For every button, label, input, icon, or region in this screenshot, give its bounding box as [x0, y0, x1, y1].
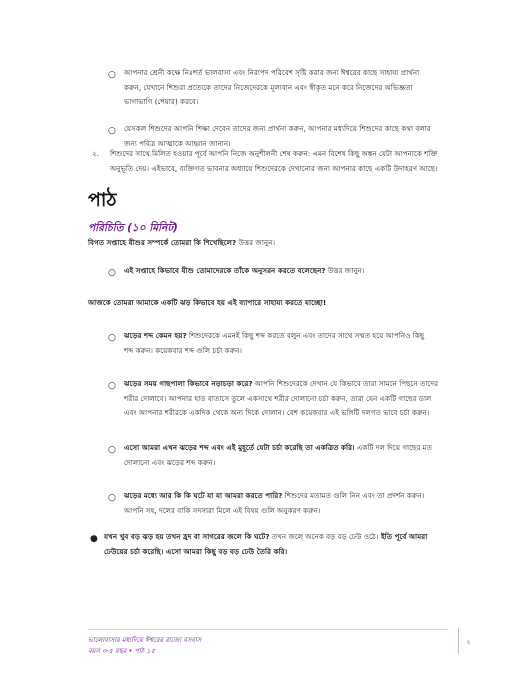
hollow-bullet-icon: ○: [108, 493, 116, 503]
hollow-bullet-icon: ○: [108, 70, 116, 80]
line: [124, 344, 469, 359]
hollow-bullet-icon: ○: [108, 126, 116, 136]
filled-bullet-icon: ●: [90, 534, 98, 544]
footer-rule: [88, 629, 448, 630]
line-rest: শিশুদেরকে এমনই কিছু শব্দ করতে বলুন এবং তাদের সাথে সম্মত হয়ে আপনিও কিছু: [186, 331, 425, 340]
intro-heading: পরিচিতি (১০ মিনিট): [88, 222, 178, 234]
line: [124, 329, 469, 344]
line: করুন, যেখানে শিশুরা প্রত্যেকে তাদের নিজেদেরকে মূল্যবান এবং স্বীকৃত মনে করে নিজেদের অভিজ্ঞতা: [124, 82, 413, 92]
footer-subtitle: বয়স ৩-৫ বছর • পাঠ ১৫: [88, 647, 155, 655]
line: [124, 504, 469, 519]
line-bold: যখন খুব বড় ঝড় হয় তখন হ্রদ বা সাগরের জলে কি ঘটে?: [104, 532, 270, 541]
hollow-bullet-icon: ○: [108, 268, 116, 278]
list-item: [124, 489, 469, 518]
intro-question: [124, 264, 464, 279]
page-number: ২: [466, 638, 471, 646]
line-rest: শিশুদের মতামত গুলি নিন এবং তা প্রদর্শন করুন।: [282, 491, 425, 500]
final-item: [104, 530, 472, 559]
line: শিশুদের সাথে মিলিত হওয়ার পূর্বে আপনি নিজে অনুশীলনী শেষ করুন: এমন বিশেষ কিছু অঙ্কন যেটা আপনাকে শক্তি: [110, 149, 438, 158]
line-bold: এসো আমরা এখন ঝড়ের শব্দ এবং এই মুহূর্তে যেটা চর্চা করেছি তা একত্রিত করি।: [124, 443, 355, 452]
numbered-item-text: [110, 147, 470, 176]
footer-separator: [458, 628, 459, 654]
line: [124, 392, 469, 407]
line-bold: ঝড়ের সময় গাছপালা কিভাবে নড়াচড়া করে?: [124, 379, 253, 388]
line-bold: ঝড়ের শব্দ কেমন হয়?: [124, 331, 187, 340]
line: যেসকল শিশুদের আপনি শিক্ষা দেবেন তাদের জন্য প্রার্থনা করুন, আপনার মধ্যদিয়ে শিশুদের কাছে কথা বলার: [124, 124, 431, 133]
line: ঢেউয়ের চর্চা করেছি। এসো আমরা কিছু বড় বড় ঢেউ তৈরি করি।: [104, 546, 288, 556]
line-rest: তখন জলে অনেক বড় বড় ঢেউ ওঠে।: [269, 532, 379, 541]
line-rest: এবং আপনার শরীরকে একদিক থেকে অন্য দিকে দোলান। বেশ কয়েকবার এই ভঙ্গিটি দলগত ভাবে চর্চা করুন।: [124, 408, 430, 417]
footer-title: ভালোবাসার মধ্যদিয়ে ঈশ্বরের রাজ্যে বসবাস: [88, 636, 202, 644]
hollow-bullet-icon: ○: [108, 445, 116, 455]
line: ভাগাভাগি (শেয়ার) করবে।: [124, 97, 199, 106]
line-rest: দোলানো এবং ঝড়ের শব্দ করুন।: [124, 457, 216, 467]
hollow-bullet-icon: ○: [108, 333, 116, 343]
today-line: আজকে তোমরা আমাকে একটি ঝড় কিভাবে হয় এই ব্যাপারে সাহায্য করতে যাচ্ছো!: [88, 298, 327, 307]
list-item: [124, 377, 469, 421]
line-rest: একটি দল দিয়ে গাছের মত: [354, 443, 432, 452]
item-number: ২.: [92, 149, 99, 158]
line: জন্য পবিত্র আত্মাকে আহ্বান জানান।: [124, 138, 231, 148]
line: [104, 530, 472, 545]
line: [124, 456, 469, 471]
line: [124, 489, 469, 504]
line-rest: আপনি শিশুদেরকে দেখান যে কিভাবে তারা সামনে পিছনে তাদের: [252, 379, 439, 388]
line-rest: আপনি সহ, দলের বাকি সদস্যরা মিলে এই বিষয় গুলি অনুকরণ করুন।: [124, 505, 321, 515]
line: [124, 377, 469, 392]
hollow-bullet-icon: ○: [108, 381, 116, 391]
line: [124, 441, 469, 456]
line-bold: ঝড়ের মধ্যে আর কি কি ঘটে যা যা আমরা করতে পারি?: [124, 491, 283, 500]
question-bold: এই সপ্তাহে কিভাবে যীশু তোমাদেরকে তাঁকে অনুসরন করতে বলেছেন?: [124, 266, 326, 275]
list-item: [124, 66, 464, 110]
list-item: [124, 329, 469, 358]
line-rest: শরীর দোলাবে। আপনার হাত বাতাসে তুলে একসাথে শরীর দোলানো চর্চা করুন, তারা যেন একটি গাছের ডাল: [124, 393, 432, 403]
line-rest: শব্দ করুন। কয়েকবার শব্দ গুলি চর্চা করুন।: [124, 345, 242, 355]
section-heading: পাঠ: [88, 189, 117, 211]
list-item: [124, 441, 469, 470]
line-bold: ইতি পূর্বে আমরা: [378, 532, 428, 541]
question-bold: বিগত সপ্তাহে যীশুর সম্পর্কে তোমরা কি শিখেছিলে?: [88, 238, 237, 247]
line: আপনার শ্রেনী কক্ষে নিঃশর্ত ভালবাসা এবং নিরাপদ পরিবেশ সৃষ্টি করার জন্য ঈশ্বরের কাছে সাহায্য প্রার্থনা: [124, 68, 420, 77]
question-rest: উত্তর জানুন।: [236, 238, 276, 247]
question-rest: উত্তর জানুন।: [325, 266, 365, 275]
line: অনুভূতি দেয়। এইভাবে, ব্যক্তিগত ভাবনার অধ্যায়ে শিশুদেরকে দেখানোর জন্য আপনার কাছে একটি উদাহরণ আছে।: [110, 163, 438, 173]
line: [124, 406, 469, 421]
intro-question: [88, 236, 468, 251]
